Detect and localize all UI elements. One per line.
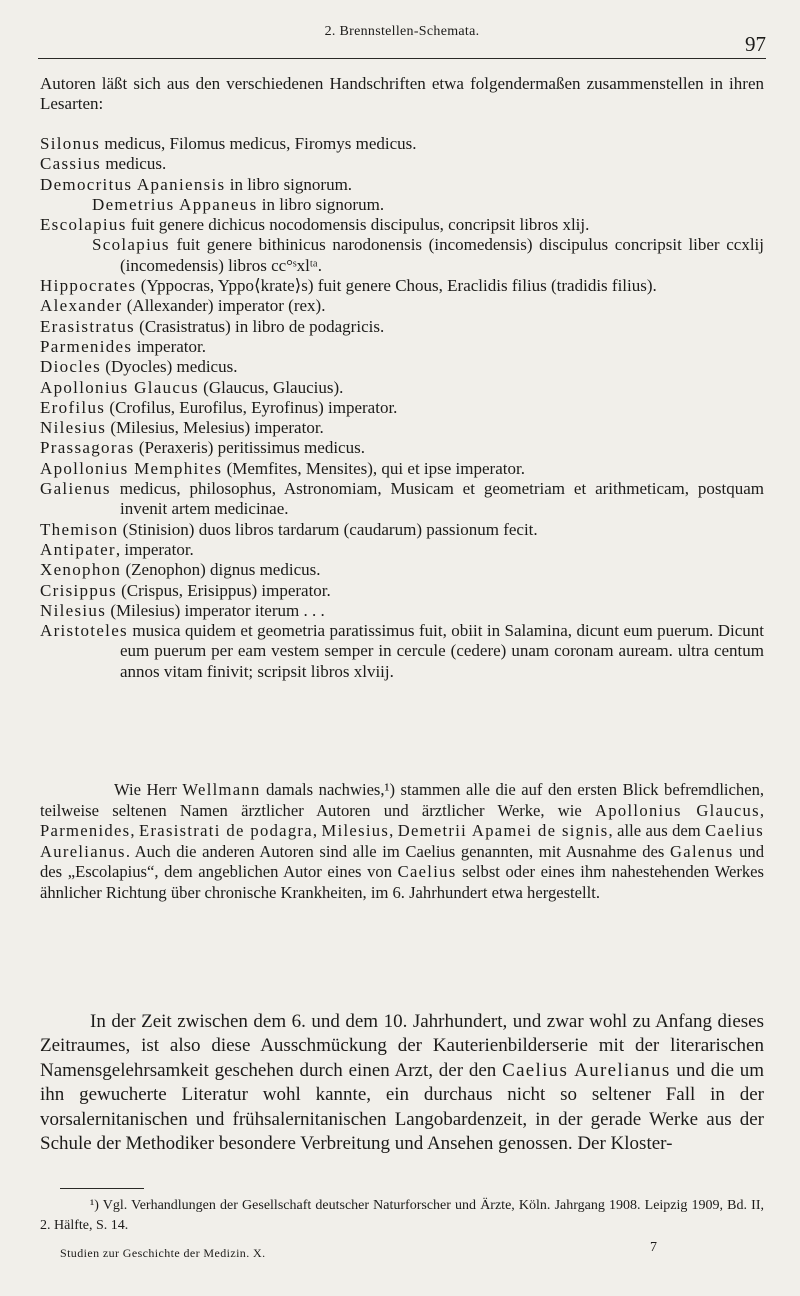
author-description: (Crasistratus) in libro de podagricis. <box>134 316 385 336</box>
author-name: Xenophon <box>40 560 122 580</box>
author-description: (Milesius) imperator iterum . . . <box>106 600 325 620</box>
author-description: musica quidem et geometria paratissimus fuit, obiit in Salamina, dicunt eum puerum. Dicunt eum puerum per eam vestem semper in cercule (cedere) unam coronam auream. ultra centum annos vitam finivit; scripsit libros xlviij. <box>120 621 764 681</box>
author-name: Alexander <box>40 296 123 316</box>
author-list-entry <box>40 134 764 154</box>
page-number: 97 <box>745 32 766 56</box>
author-list-entry <box>40 276 764 296</box>
page-header <box>38 18 766 59</box>
author-description: medicus. <box>101 154 167 174</box>
author-name: Aristoteles <box>40 621 128 641</box>
author-description: imperator. <box>132 336 206 356</box>
author-name: Parmenides <box>40 336 133 356</box>
author-name: Escolapius <box>40 215 127 235</box>
author-name: Apollonius Memphites <box>40 458 223 478</box>
author-name: Erasistratus <box>40 316 135 336</box>
intro-paragraph: Autoren läßt sich aus den verschiedenen Handschriften etwa folgendermaßen zusammenstellen in ihren Lesarten: <box>40 74 764 113</box>
body-paragraph-1: Wie Herr Wellmann damals nachwies,¹) stammen alle die auf den ersten Blick befremdlichen, teilweise seltenen Namen ärztlicher Autoren und ärztlicher Werke, wie Apollonius Glaucus, Parmenides, Erasistrati de podagra, Milesius, Demetrii Apamei de signis, alle aus dem Caelius Aurelianus. Auch die anderen Autoren sind alle im Caelius genannten, mit Ausnahme des Galenus und des „Escolapius“, dem angeblichen Autor eines von Caelius selbst oder eines ihm nahestehenden Werkes ähnlicher Richtung über chronische Krankheiten, im 6. Jahrhundert etwa hergestellt. <box>40 780 765 902</box>
author-list-entry <box>40 215 764 235</box>
author-name: Diocles <box>40 357 102 377</box>
author-description: , imperator. <box>115 539 194 559</box>
author-list-entry <box>40 601 764 621</box>
author-list-entry <box>40 235 764 276</box>
author-list-entry <box>40 418 764 438</box>
author-name: Themison <box>40 519 119 539</box>
author-name: Nilesius <box>40 600 107 620</box>
author-description: (Crofilus, Eurofilus, Eyrofinus) imperator. <box>105 397 398 417</box>
author-description: medicus, philosophus, Astronomiam, Musicam et geometriam et arithmeticam, postquam invenit artem medicinae. <box>110 479 764 519</box>
author-list-entry <box>40 175 764 195</box>
author-list-entry <box>40 621 764 682</box>
footnote-rule <box>60 1188 144 1189</box>
author-name: Democritus Apaniensis <box>40 174 226 194</box>
body-paragraph-2: In der Zeit zwischen dem 6. und dem 10. Jahrhundert, und zwar wohl zu Anfang dieses Zeitraumes, ist also diese Ausschmückung der Kauterienbilderserie mit der literarischen Namensgelehrsamkeit geschehen durch einen Arzt, der den Caelius Aurelianus und die um ihn gewucherte Literatur wohl kannte, ein durchaus nicht so seltener Fall in der vorsalernitanischen und frühsalernitanischen Langobardenzeit, in der gerade Werke aus der Schule der Methodiker besondere Verbreitung und Ansehen genossen. Der Kloster- <box>40 1011 764 1155</box>
author-list-entry <box>40 520 764 540</box>
author-name: Hippocrates <box>40 276 137 296</box>
author-name: Demetrius Appaneus <box>92 194 258 214</box>
author-list-entry <box>40 459 764 479</box>
author-name: Crisippus <box>40 580 117 600</box>
author-description: (Yppocras, Yppo⟨krate⟩s) fuit genere Chous, Eraclidis filius (tradidis filius). <box>136 276 657 296</box>
author-description: (Memfites, Mensites), qui et ipse imperator. <box>222 458 525 478</box>
sheet-number: 7 <box>650 1240 657 1255</box>
author-description: (Milesius, Melesius) imperator. <box>106 418 324 438</box>
author-name: Silonus <box>40 134 101 153</box>
author-description: in libro signorum. <box>257 194 385 214</box>
author-description: (Zenophon) dignus medicus. <box>121 560 321 580</box>
author-list-entry <box>40 560 764 580</box>
author-list <box>40 134 764 682</box>
author-description: (Crispus, Erisippus) imperator. <box>116 580 331 600</box>
author-description: in libro signorum. <box>225 174 353 194</box>
author-description: (Peraxeris) peritissimus medicus. <box>134 438 365 458</box>
author-description: (Glaucus, Glaucius). <box>198 377 344 397</box>
author-description: fuit genere bithinicus narodonensis (incomedensis) discipulus concripsit liber ccxlij (incomedensis) libros cc°ˢxlᵗᵃ. <box>120 235 764 275</box>
author-list-entry <box>40 378 764 398</box>
author-name: Apollonius Glaucus <box>40 377 199 397</box>
author-description: (Stinision) duos libros tardarum (caudarum) passionum fecit. <box>118 519 538 539</box>
author-list-entry <box>40 317 764 337</box>
author-list-entry <box>40 540 764 560</box>
running-head: 2. Brennstellen-Schemata. <box>324 24 480 39</box>
author-list-entry <box>40 479 764 520</box>
author-list-entry <box>40 154 764 174</box>
author-list-entry <box>40 581 764 601</box>
author-list-entry <box>40 337 764 357</box>
author-name: Scolapius <box>92 235 170 255</box>
author-list-entry <box>40 296 764 316</box>
author-description: medicus, Filomus medicus, Firomys medicus. <box>100 134 417 153</box>
footnote: ¹) Vgl. Verhandlungen der Gesellschaft deutscher Naturforscher und Ärzte, Köln. Jahrgang 1908. Leipzig 1909, Bd. II, 2. Hälfte, S. 14. <box>40 1198 764 1233</box>
author-name: Erofilus <box>40 397 106 417</box>
author-name: Galienus <box>40 479 111 499</box>
author-list-entry <box>40 438 764 458</box>
author-description: fuit genere dichicus nocodomensis discipulus, concripsit libros xlij. <box>126 215 590 235</box>
author-name: Antipater <box>40 539 116 559</box>
author-name: Prassagoras <box>40 438 135 458</box>
author-list-entry <box>40 398 764 418</box>
author-description: (Dyocles) medicus. <box>101 357 238 377</box>
series-signature: Studien zur Geschichte der Medizin. X. <box>60 1246 266 1260</box>
author-list-entry <box>40 195 764 215</box>
author-list-entry <box>40 357 764 377</box>
author-name: Cassius <box>40 154 102 174</box>
author-name: Nilesius <box>40 418 107 438</box>
author-description: (Allexander) imperator (rex). <box>122 296 326 316</box>
